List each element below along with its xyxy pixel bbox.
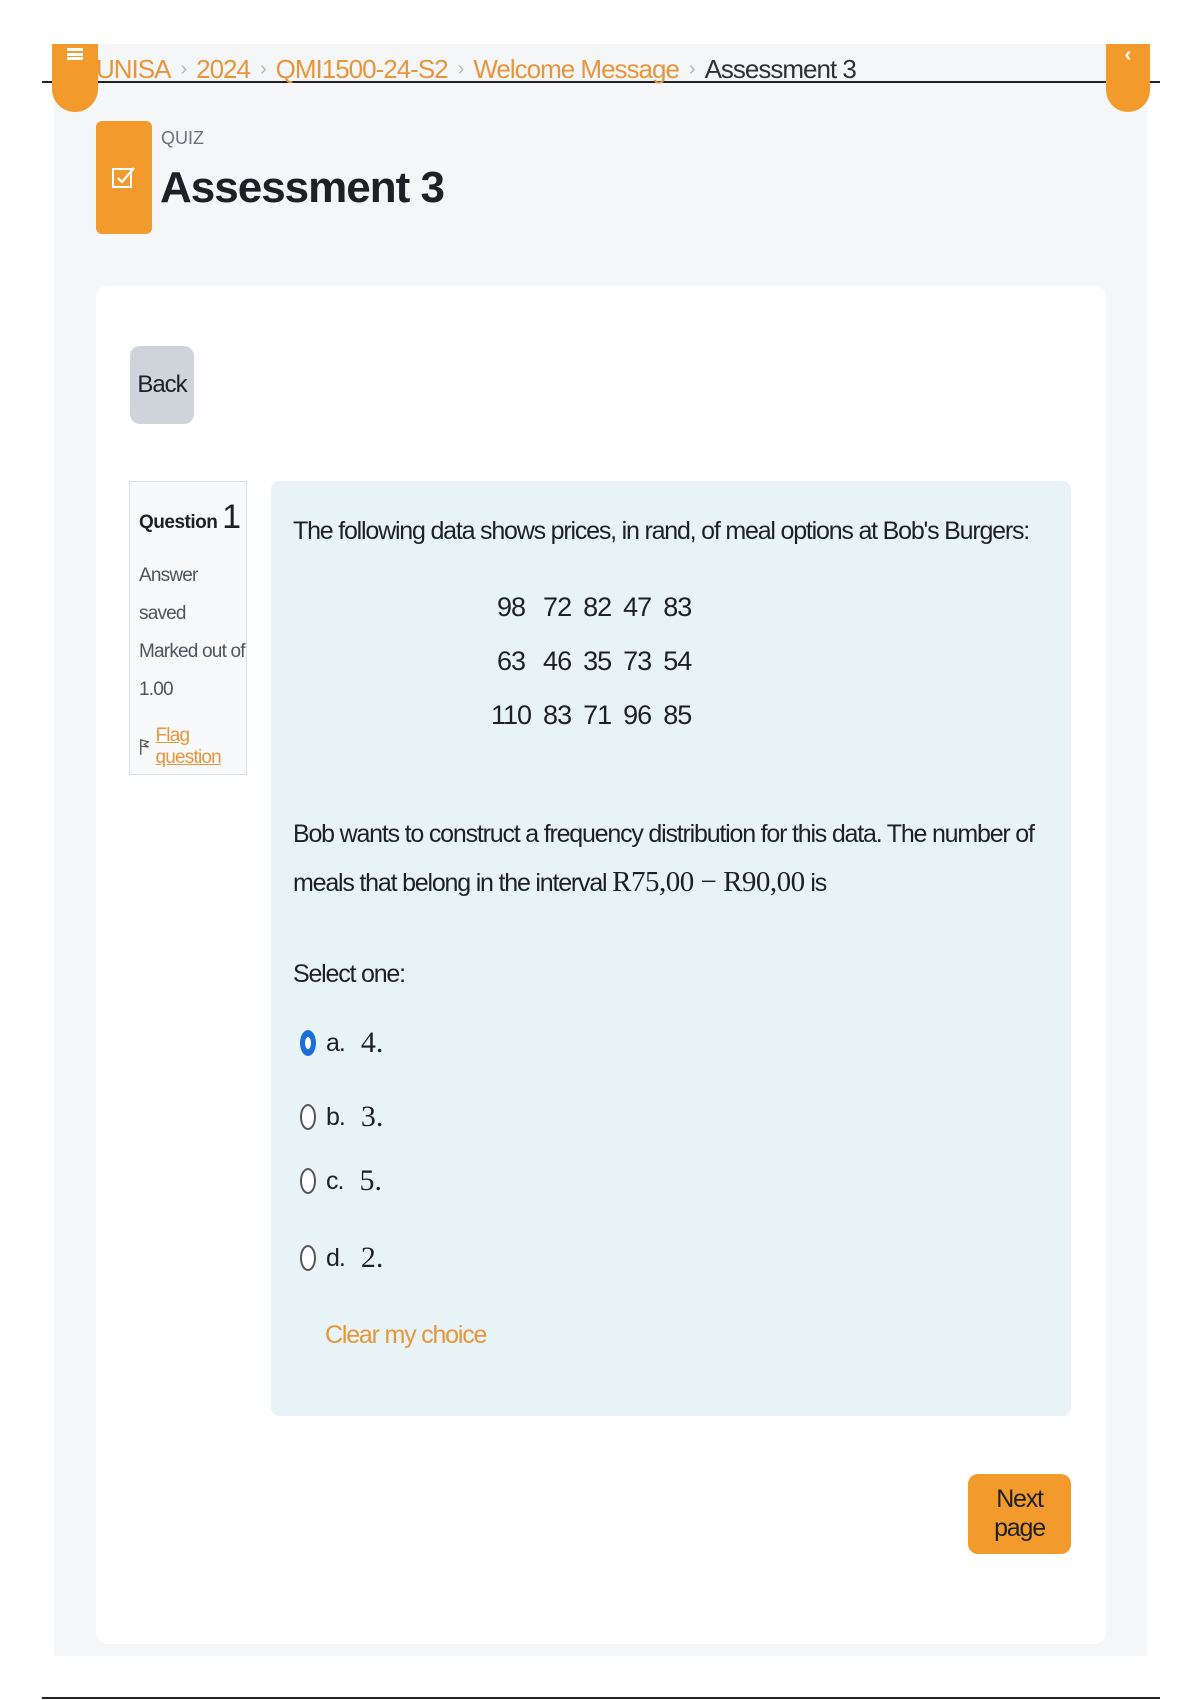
price-data-table	[485, 580, 697, 742]
data-cell: 85	[663, 699, 692, 730]
select-one-label: Select one:	[293, 960, 405, 988]
breadcrumb-item-unisa[interactable]: UNISA	[96, 53, 171, 84]
option-value: 2.	[360, 1241, 384, 1274]
marked-out-of-label: Marked out of	[139, 641, 245, 662]
data-cell: 83	[543, 699, 572, 730]
data-cell: 98	[497, 591, 526, 622]
menu-icon	[67, 48, 83, 60]
data-cell: 71	[583, 699, 612, 730]
option-letter: a.	[326, 1028, 345, 1057]
radio-button-d[interactable]	[300, 1245, 316, 1271]
breadcrumb-separator: ›	[688, 57, 695, 80]
breadcrumb-item-current: Assessment 3	[704, 53, 856, 84]
answer-status: Answer saved	[139, 565, 198, 624]
question-body-suffix: is	[804, 869, 827, 897]
course-index-toggle[interactable]	[52, 44, 98, 112]
data-row	[485, 634, 697, 688]
radio-button-c[interactable]	[300, 1168, 316, 1194]
option-letter: b.	[326, 1102, 345, 1131]
chevron-left-icon: ‹	[1124, 44, 1132, 66]
option-letter: d.	[326, 1243, 345, 1272]
answer-option-d[interactable]	[300, 1241, 383, 1275]
breadcrumb-separator: ›	[259, 57, 266, 80]
data-cell: 46	[543, 645, 572, 676]
answer-option-b[interactable]	[300, 1100, 383, 1134]
data-cell: 35	[583, 645, 612, 676]
quiz-icon	[96, 121, 152, 234]
back-button[interactable]: Back	[130, 346, 194, 424]
breadcrumb-item-course[interactable]: QMI1500-24-S2	[275, 53, 448, 84]
data-row	[485, 580, 697, 634]
radio-button-b[interactable]	[300, 1104, 316, 1130]
question-body-prefix: Bob wants to construct a frequency distribution for this data. The number of meals that belong in the interval	[293, 820, 1034, 897]
next-page-button[interactable]: Next page	[968, 1474, 1071, 1554]
breadcrumb	[96, 52, 856, 86]
flag-question-row[interactable]	[139, 725, 246, 769]
clear-my-choice-link[interactable]: Clear my choice	[325, 1321, 487, 1349]
question-number	[139, 498, 246, 537]
flag-icon	[139, 736, 149, 758]
option-value: 3.	[360, 1100, 384, 1133]
activity-type-label: QUIZ	[161, 128, 204, 148]
bottom-divider	[42, 1697, 1160, 1699]
marked-out-of-value: 1.00	[139, 679, 173, 700]
block-drawer-toggle[interactable]	[1106, 44, 1150, 112]
question-number-label: Question	[139, 512, 218, 533]
question-body-text	[293, 810, 1073, 907]
option-value: 5.	[359, 1164, 382, 1197]
breadcrumb-separator: ›	[457, 57, 464, 80]
data-cell: 63	[497, 645, 526, 676]
answer-option-a[interactable]	[300, 1026, 383, 1060]
page-title: Assessment 3	[160, 163, 444, 212]
question-info-box	[129, 481, 247, 775]
question-number-value: 1	[222, 498, 241, 536]
data-cell: 110	[491, 699, 532, 730]
option-value: 4.	[360, 1026, 384, 1059]
data-row	[485, 688, 697, 742]
option-letter: c.	[326, 1166, 344, 1195]
flag-question-link[interactable]: Flag question	[155, 725, 221, 768]
breadcrumb-separator: ›	[180, 57, 187, 80]
data-cell: 47	[623, 591, 652, 622]
data-cell: 83	[663, 591, 692, 622]
data-cell: 72	[543, 591, 572, 622]
answer-option-c[interactable]	[300, 1164, 382, 1198]
question-intro-text: The following data shows prices, in rand, of meal options at Bob's Burgers:	[293, 517, 1030, 545]
data-cell: 82	[583, 591, 612, 622]
breadcrumb-item-section[interactable]: Welcome Message	[473, 53, 679, 84]
data-cell: 54	[663, 645, 692, 676]
question-interval-math: R75,00 − R90,00	[612, 866, 805, 898]
data-cell: 96	[623, 699, 652, 730]
radio-button-a[interactable]	[300, 1030, 316, 1056]
data-cell: 73	[623, 645, 652, 676]
breadcrumb-item-year[interactable]: 2024	[196, 53, 250, 84]
